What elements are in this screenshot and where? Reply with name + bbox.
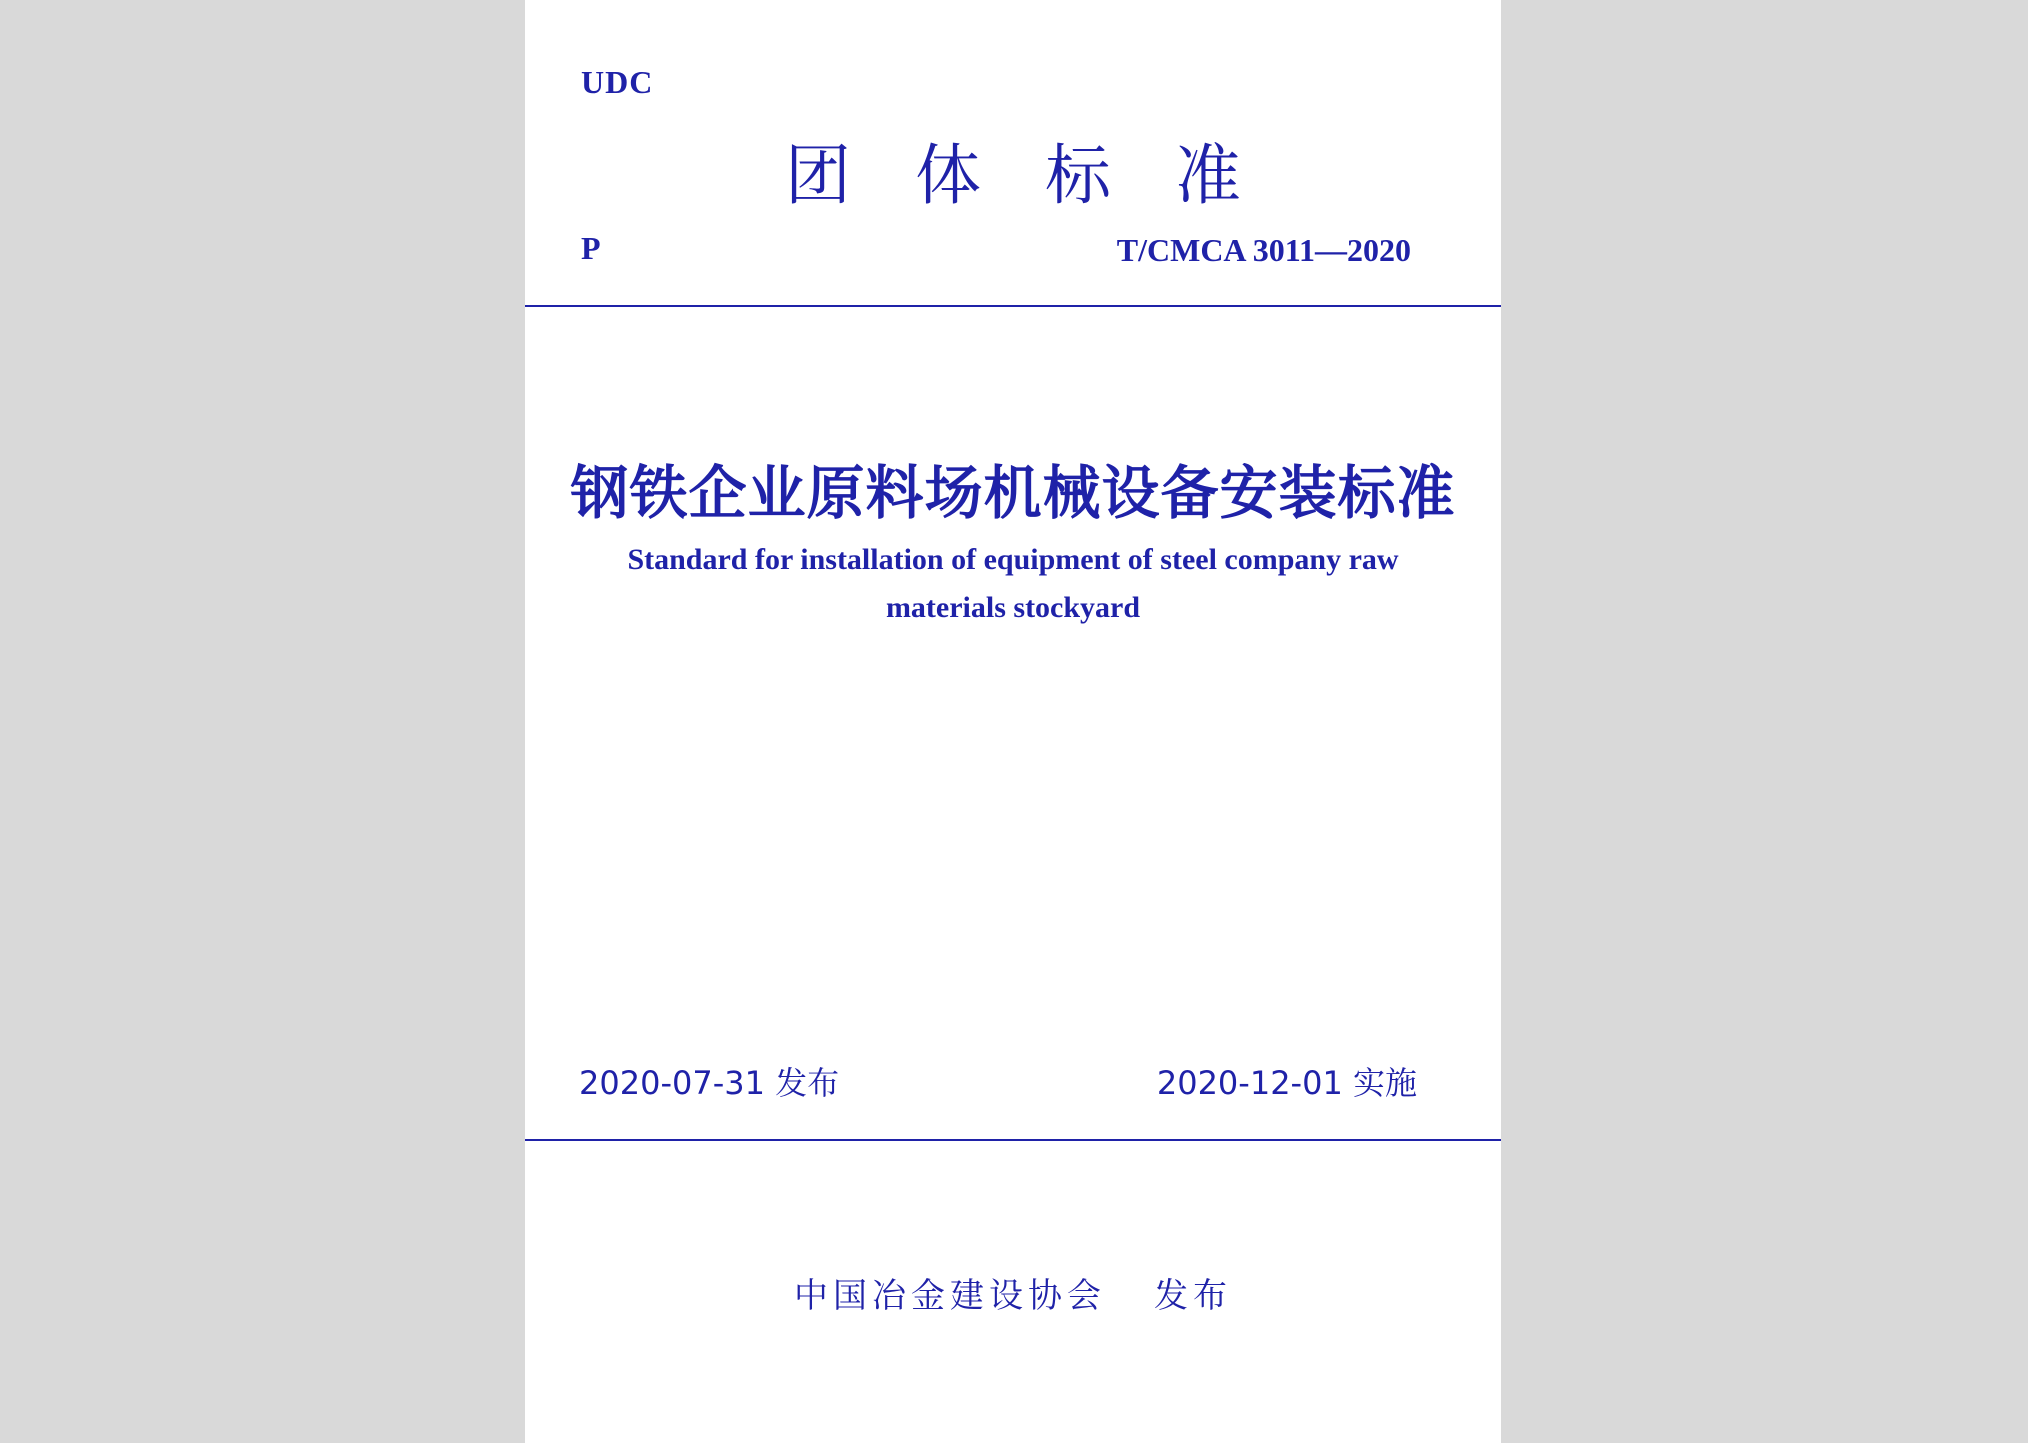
top-divider <box>525 305 1501 307</box>
standard-type-heading: 团体标准 <box>785 140 1305 213</box>
implementation-date: 2020-12-01 实施 <box>1156 1064 1417 1102</box>
title-english: Standard for installation of equipment of steel company raw materials stockyard <box>627 543 1399 624</box>
publisher-line <box>525 1268 1501 1317</box>
publisher-action: 发布 <box>1154 1276 1232 1316</box>
standard-number: T/CMCA 3011—2020 <box>1116 232 1411 268</box>
classification-code: P <box>581 230 601 266</box>
issue-date: 2020-07-31 发布 <box>579 1064 840 1102</box>
cover-page <box>525 0 1501 1443</box>
title-chinese: 钢铁企业原料场机械设备安装标准 <box>570 461 1456 526</box>
publisher-name: 中国冶金建设协会 <box>794 1276 1106 1316</box>
bottom-divider <box>525 1139 1501 1141</box>
udc-label: UDC <box>581 64 654 100</box>
